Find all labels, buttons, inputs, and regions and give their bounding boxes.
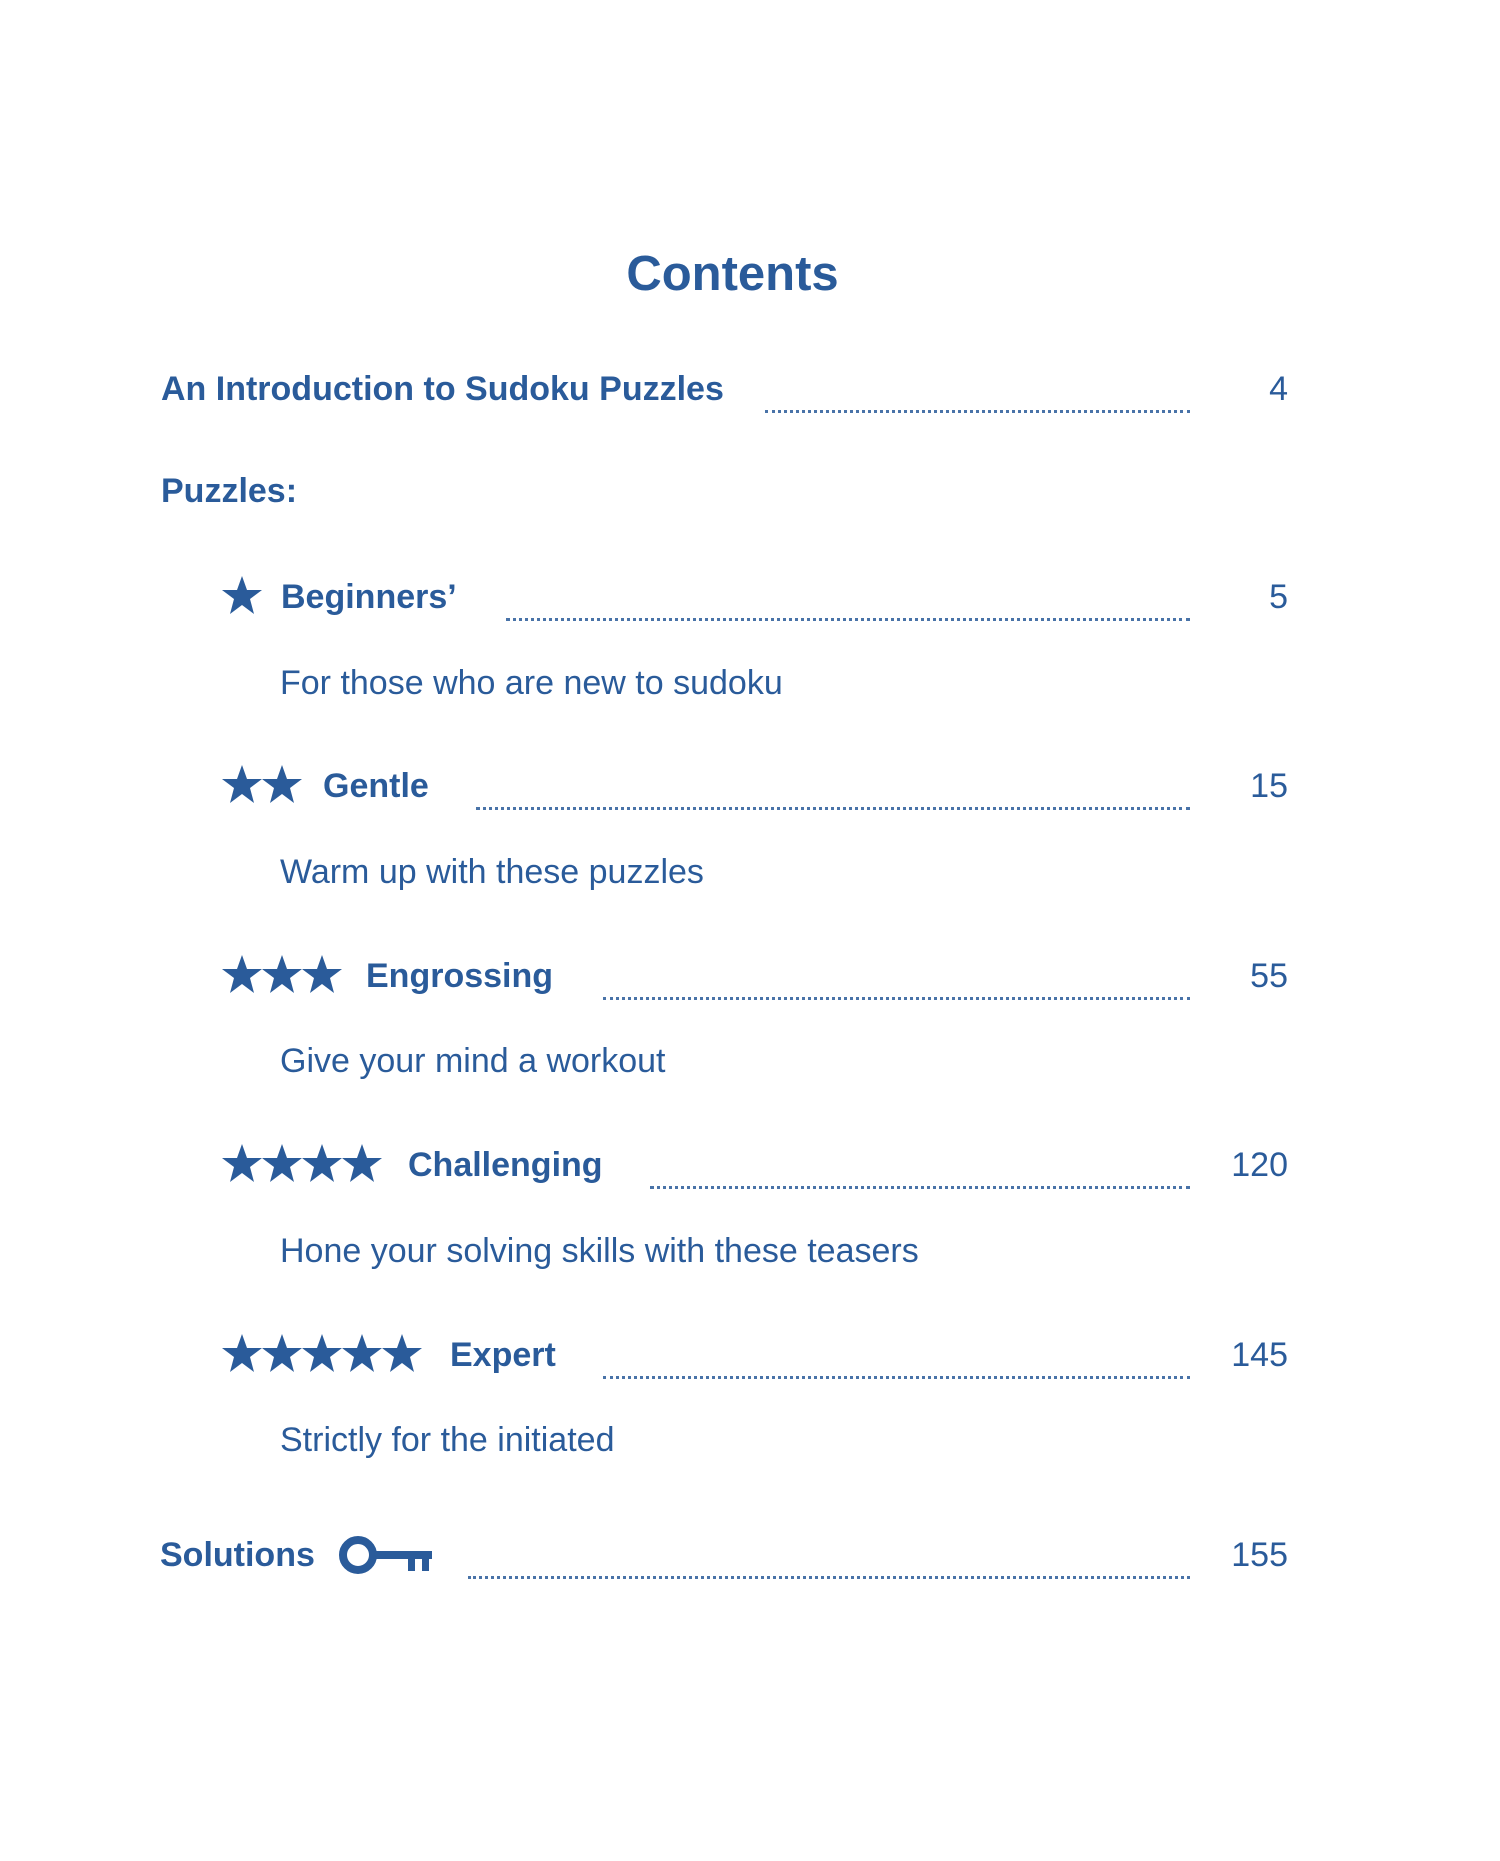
star-icon — [382, 1334, 422, 1372]
star-icon — [262, 1144, 302, 1182]
star-icon — [302, 955, 342, 993]
star-icon — [222, 765, 262, 803]
star-icon — [222, 1144, 262, 1182]
page-number: 120 — [1231, 1146, 1288, 1184]
star-icon — [222, 1334, 262, 1372]
level-description: Warm up with these puzzles — [280, 853, 704, 891]
page-number: 145 — [1231, 1336, 1288, 1374]
dot-leader — [476, 767, 1190, 810]
page-number: 5 — [1269, 578, 1288, 616]
page-number: 15 — [1250, 767, 1288, 805]
star-icon — [262, 1334, 302, 1372]
toc-entry-label: Beginners’ — [281, 578, 457, 616]
key-icon — [338, 1531, 438, 1586]
dot-leader — [765, 370, 1190, 413]
toc-entry-gentle[interactable] — [0, 767, 1500, 817]
toc-entry-beginners[interactable] — [0, 578, 1500, 628]
star-icon — [262, 955, 302, 993]
dot-leader — [506, 578, 1190, 621]
level-description: Strictly for the initiated — [280, 1421, 615, 1459]
level-description: Hone your solving skills with these teasers — [280, 1232, 919, 1270]
star-icon — [222, 955, 262, 993]
dot-leader — [650, 1146, 1190, 1189]
toc-entry-label: Expert — [450, 1336, 556, 1374]
star-rating-4 — [220, 1138, 384, 1188]
toc-entry-intro[interactable] — [0, 370, 1500, 420]
star-icon — [342, 1334, 382, 1372]
page-number: 4 — [1269, 370, 1288, 408]
toc-entry-engrossing[interactable] — [0, 957, 1500, 1007]
star-rating-1 — [220, 570, 264, 620]
dot-leader — [603, 1336, 1190, 1379]
page-title: Contents — [626, 247, 839, 301]
toc-entry-label: Solutions — [160, 1536, 315, 1574]
star-icon — [222, 576, 262, 614]
section-heading-puzzles: Puzzles: — [161, 472, 298, 510]
star-icon — [302, 1334, 342, 1372]
toc-entry-label: Engrossing — [366, 957, 554, 995]
toc-entry-label: An Introduction to Sudoku Puzzles — [161, 370, 724, 408]
star-icon — [262, 765, 302, 803]
star-rating-2 — [220, 759, 304, 809]
dot-leader — [603, 957, 1190, 1000]
toc-entry-solutions[interactable] — [0, 1536, 1500, 1586]
level-description: Give your mind a workout — [280, 1042, 666, 1080]
star-icon — [342, 1144, 382, 1182]
star-rating-3 — [220, 949, 344, 999]
toc-entry-challenging[interactable] — [0, 1146, 1500, 1196]
level-description: For those who are new to sudoku — [280, 664, 783, 702]
star-icon — [302, 1144, 342, 1182]
toc-entry-label: Challenging — [408, 1146, 603, 1184]
toc-entry-label: Gentle — [323, 767, 429, 805]
page-number: 155 — [1231, 1536, 1288, 1574]
dot-leader — [468, 1536, 1190, 1579]
page-number: 55 — [1250, 957, 1288, 995]
star-rating-5 — [220, 1328, 424, 1378]
toc-entry-expert[interactable] — [0, 1336, 1500, 1386]
